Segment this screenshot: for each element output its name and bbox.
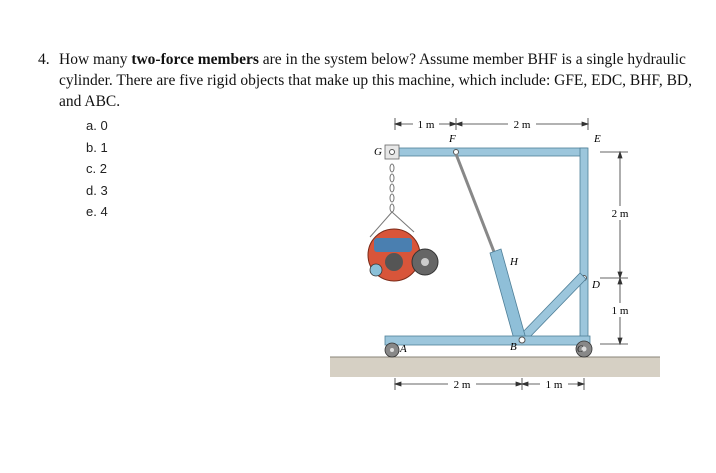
dim-top-right: 2 m <box>513 119 531 131</box>
question-number: 4. <box>38 51 50 68</box>
label-b: B <box>510 341 517 353</box>
dim-right-upper: 2 m <box>611 208 629 220</box>
question-text <box>59 49 699 112</box>
answer-options <box>86 117 108 225</box>
dim-top-left: 1 m <box>417 119 435 131</box>
cylinder-bh <box>490 249 526 343</box>
question-text-rest: are in the system below? Assume member BHF is a single hydraulic cylinder. There are five rigid objects that make up this machine, which include: GFE, EDC, BHF, BD, and ABC. <box>59 51 692 110</box>
question-text-lead: How many <box>59 51 132 68</box>
beam-gfe <box>387 148 587 156</box>
chain <box>370 164 414 237</box>
pin-f <box>454 150 459 155</box>
strut-bd <box>519 273 586 342</box>
label-a: A <box>400 343 407 355</box>
option-d[interactable]: d. 3 <box>86 182 108 198</box>
label-h: H <box>510 256 518 268</box>
option-b[interactable]: b. 1 <box>86 139 108 155</box>
option-c[interactable]: c. 2 <box>86 161 107 176</box>
label-g: G <box>374 146 382 158</box>
dim-right-lower: 1 m <box>611 305 629 317</box>
option-a[interactable]: a. 0 <box>86 118 108 133</box>
option-e[interactable]: e. 4 <box>86 204 108 219</box>
engine-hoist-figure <box>330 112 660 402</box>
label-d: D <box>592 279 600 291</box>
question-text-bold: two-force members <box>131 51 259 68</box>
label-f: F <box>449 133 456 145</box>
ground <box>330 357 660 377</box>
label-e: E <box>594 133 601 145</box>
pin-b <box>519 337 525 343</box>
base-abc <box>385 336 590 345</box>
column-edc <box>580 148 588 344</box>
label-c: C <box>577 344 584 354</box>
dim-bottom-right: 1 m <box>545 379 563 391</box>
engine-hoist-diagram <box>330 112 660 402</box>
dim-bottom-left: 2 m <box>453 379 471 391</box>
engine <box>368 229 438 281</box>
rod-fh <box>456 154 496 257</box>
